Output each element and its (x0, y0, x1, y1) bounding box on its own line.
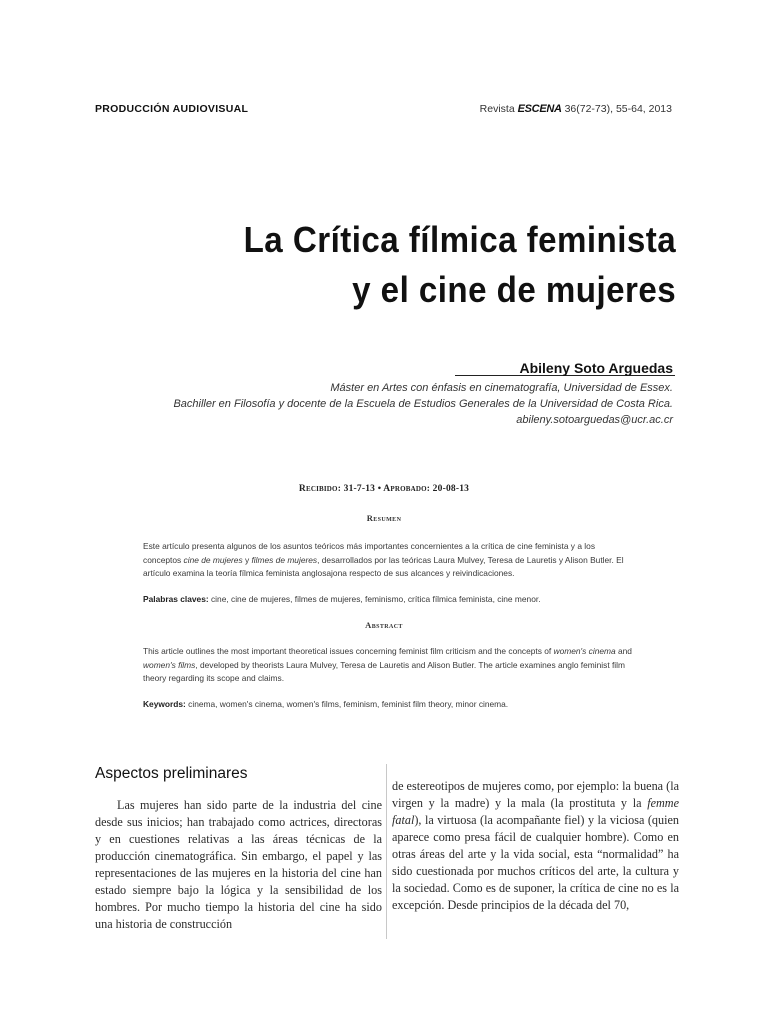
approved-date: Aprobado: 20-08-13 (383, 484, 470, 494)
journal-brand-logo: ESCENA (517, 103, 562, 115)
body-text-part: de estereotipos de mujeres como, por ejemplo: la buena (la virgen y la madre) y la mala (la prostituta y la (392, 779, 679, 810)
abstract-text-part: , developed by theorists Laura Mulvey, Teresa de Lauretis and Alison Butler. The article examines anglo feminist film theory regarding its scope and claims. (143, 659, 626, 683)
abstract-heading: Abstract (365, 620, 403, 630)
journal-prefix: Revista (479, 103, 515, 115)
body-emphasis: femme fatal (392, 796, 679, 827)
resumen-text-part: y (242, 554, 252, 565)
resumen-emphasis: filmes de mujeres (251, 554, 318, 565)
keywords-en: cinema, women's cinema, women's films, feminism, feminist film theory, minor cinema. (185, 699, 509, 709)
resumen-heading: Resumen (366, 513, 402, 523)
body-text-part: ), la virtuosa (la acompañante fiel) y la viciosa (quien aparece como presa fácil de cualquier hombre). Como en otras áreas del arte y la vida social, esta “normalidad” ha sido cuestionada por muchos críticos del arte, la cultura y la sociedad. Como es de suponer, la crítica de cine no es la excepción. Desde principios de la década del 70, (392, 813, 679, 912)
article-title (206, 219, 676, 310)
abstract-keywords (143, 698, 635, 712)
abstract-text-part: This article outlines the most important theoretical issues concerning feminist film criticism and the concepts of (143, 646, 554, 656)
abstract-emphasis: women's films (143, 659, 196, 670)
keywords-label-en: Keywords: (143, 699, 186, 709)
title-line-2: y el cine de mujeres (351, 269, 676, 310)
abstract-text-part: and (615, 646, 632, 656)
section-heading: Aspectos preliminares (95, 765, 248, 782)
title-line-1: La Crítica fílmica feminista (243, 219, 676, 260)
section-label: PRODUCCIÓN AUDIOVISUAL (95, 103, 249, 115)
date-separator: • (377, 484, 382, 494)
body-left-column: Las mujeres han sido parte de la industria del cine desde sus inicios; han trabajado como actrices, directoras y en cuestiones relativas a las áreas técnicas de la producción cinematográfica. Sin embargo, el papel y las representaciones de las mujeres en la historia del cine han estado siempre bajo la lógica y la sensibilidad de los hombres. Por mucho tiempo la historia del cine ha sido una historia de construcción (95, 798, 382, 931)
author-name: Abileny Soto Arguedas (519, 360, 673, 376)
resumen-keywords (143, 593, 635, 607)
keywords-label-es: Palabras claves: (143, 594, 209, 604)
resumen-text-part: , desarrollados por las teóricas Laura Mulvey, Teresa de Lauretis y Alison Butler. El artículo examina la teoría fílmica feminista anglosajona respecto de sus alcances y reivindicaciones. (143, 554, 624, 578)
journal-reference (480, 103, 672, 115)
author-email: abileny.sotoarguedas@ucr.ac.cr (516, 414, 673, 426)
submission-dates (0, 484, 768, 494)
resumen-text-part: Este artículo presenta algunos de los asuntos teóricos más importantes concernientes a la crítica de cine feminista y a los conceptos (143, 541, 596, 565)
resumen-text (143, 540, 635, 581)
body-right-column (392, 778, 679, 914)
author-affiliation-1: Máster en Artes con énfasis en cinematografía, Universidad de Essex. (330, 382, 673, 394)
keywords-es: cine, cine de mujeres, filmes de mujeres, feminismo, crítica fílmica feminista, cine menor. (208, 594, 541, 604)
journal-citation: 36(72-73), 55-64, 2013 (564, 103, 672, 115)
author-affiliation-2: Bachiller en Filosofía y docente de la Escuela de Estudios Generales de la Universidad de Costa Rica. (173, 398, 673, 410)
abstract-text (143, 645, 635, 686)
abstract-emphasis: women's cinema (553, 646, 616, 656)
resumen-emphasis: cine de mujeres (183, 554, 243, 565)
received-date: Recibido: 31-7-13 (298, 484, 376, 494)
column-divider (386, 764, 387, 939)
